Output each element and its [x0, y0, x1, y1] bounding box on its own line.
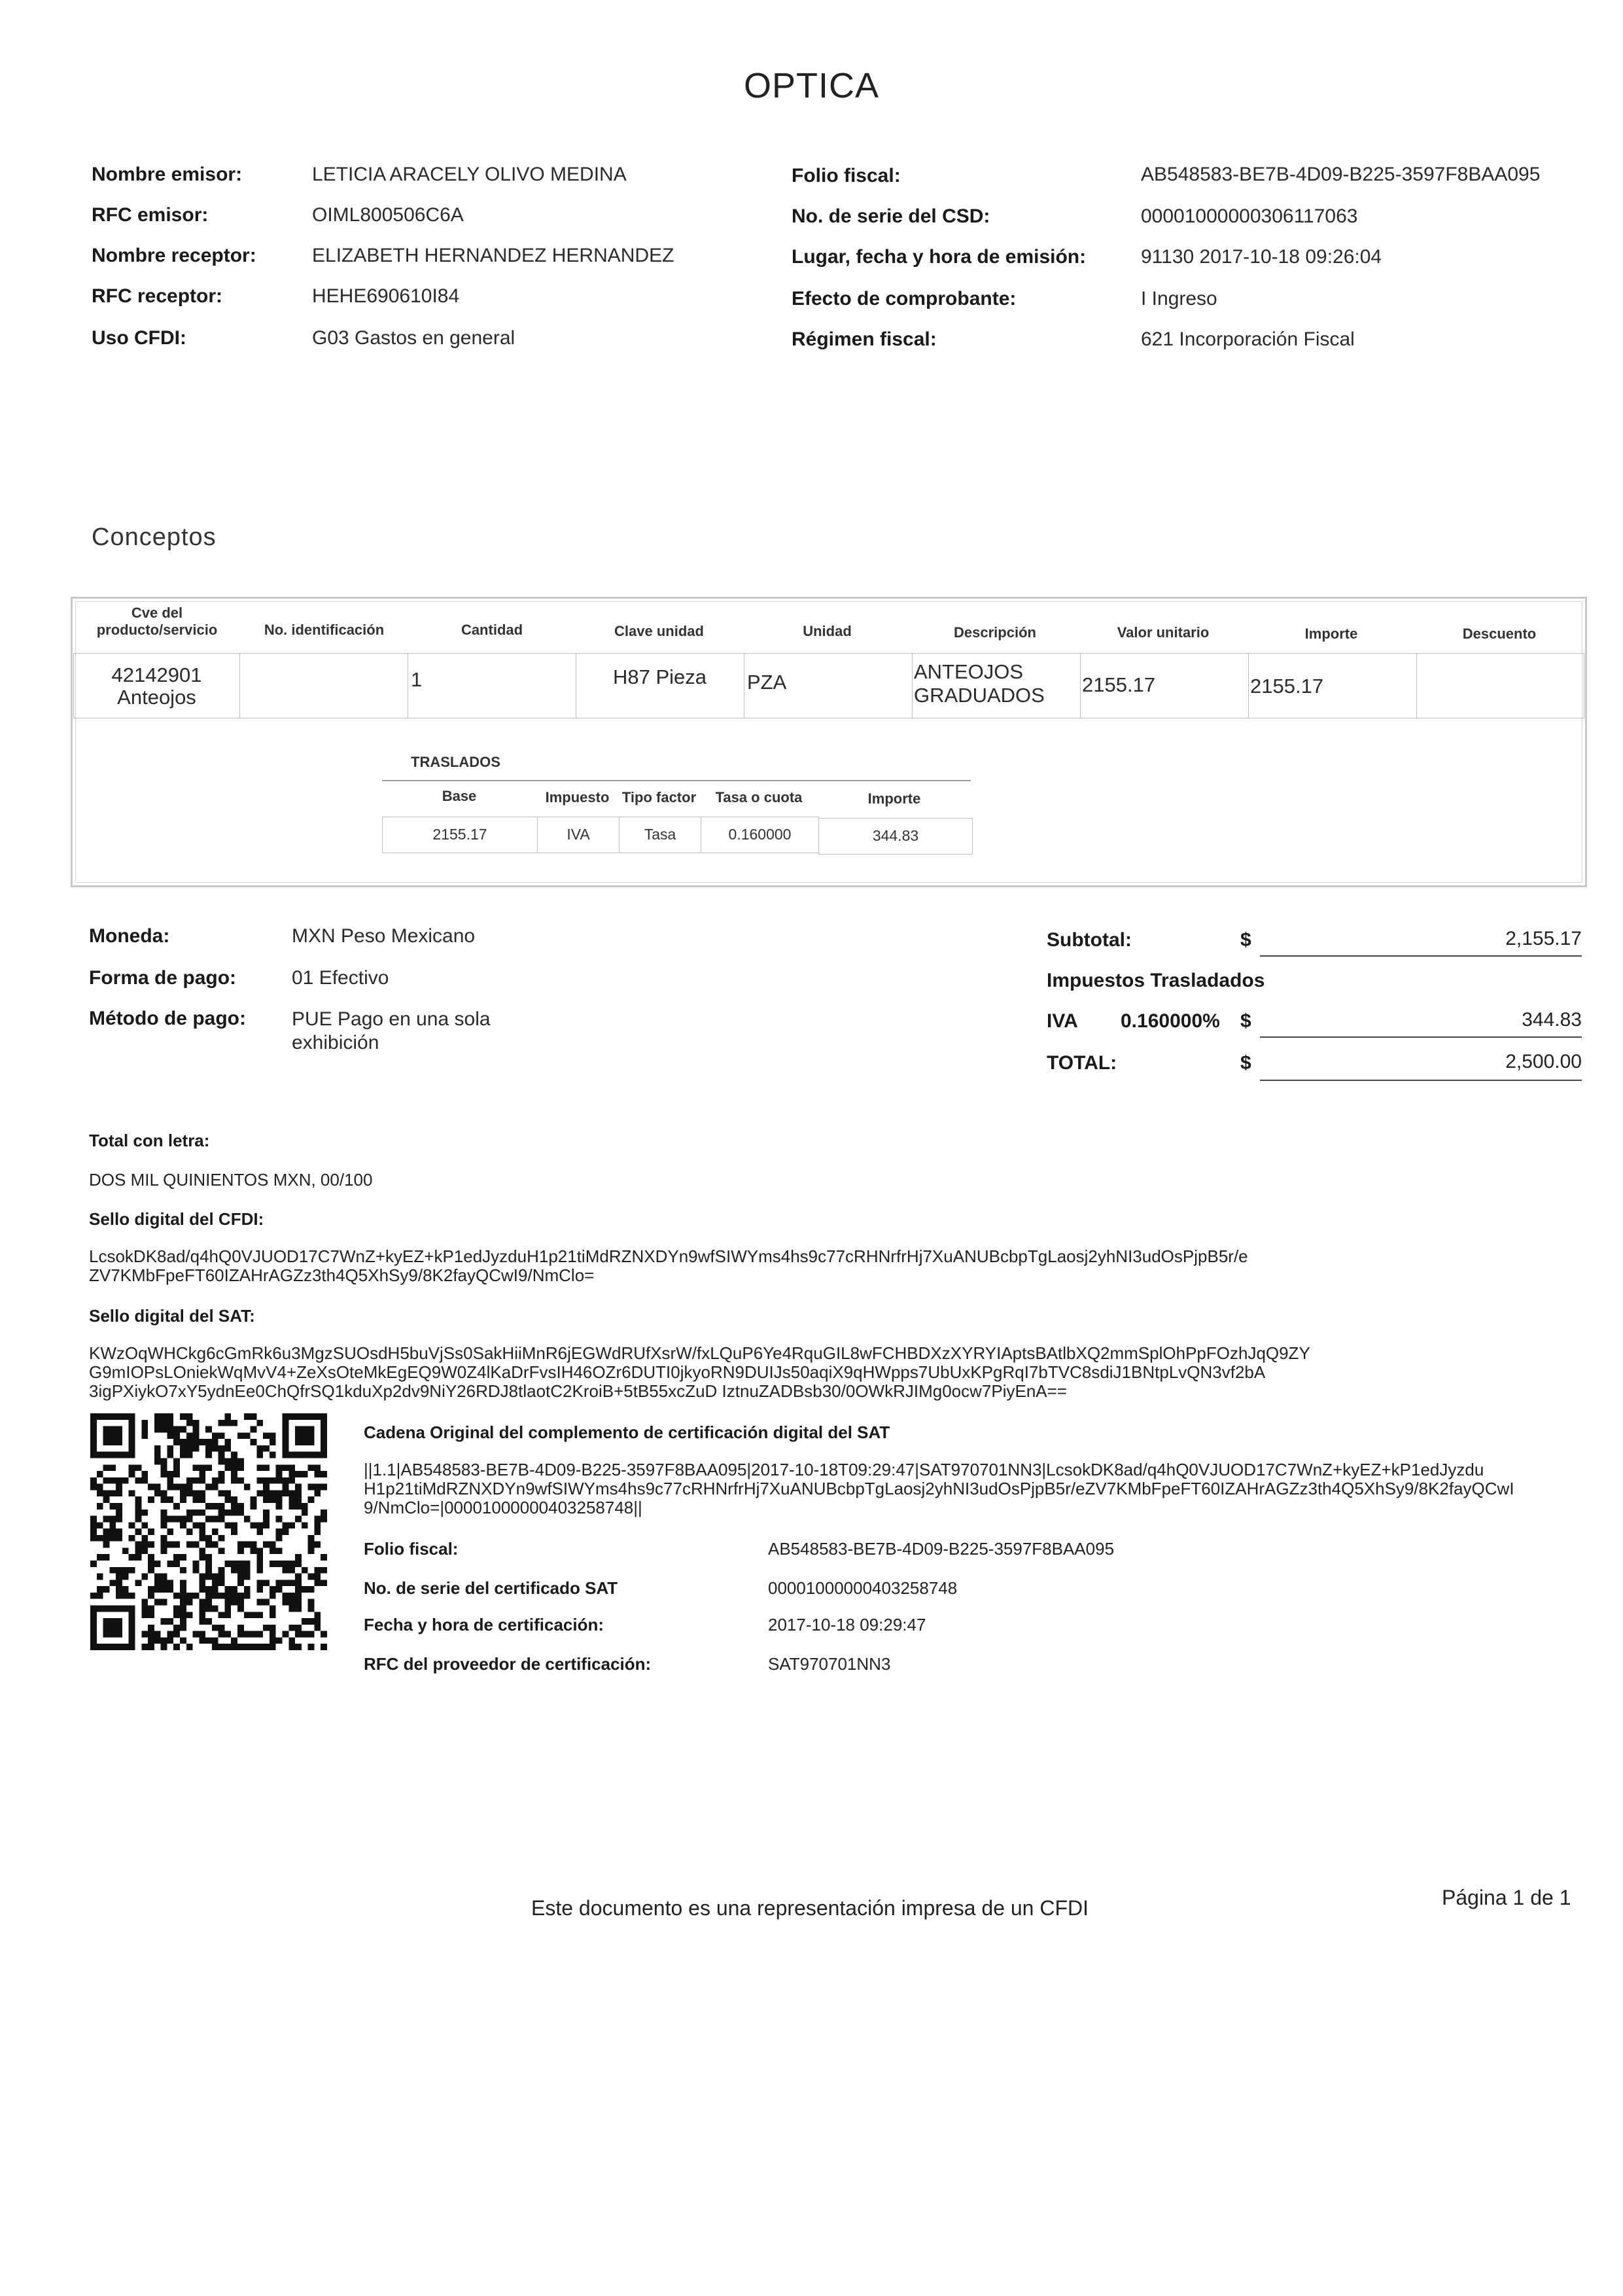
- iva-rate: 0.160000%: [1121, 1010, 1220, 1032]
- forma-pago-value: 01 Efectivo: [292, 967, 389, 989]
- subtotal-value: 2,155.17: [1260, 928, 1582, 957]
- metodo-pago-value: [292, 1008, 491, 1055]
- cell-descripcion-line1: ANTEOJOS: [914, 660, 1024, 683]
- cell-unidad: PZA: [744, 653, 913, 718]
- sello-cfdi-label: Sello digital del CFDI:: [89, 1209, 264, 1229]
- cell-descuento: [1416, 653, 1584, 718]
- traslados-cell-base: 2155.17: [382, 817, 538, 853]
- qr-code-graphic: [90, 1413, 327, 1650]
- col-head-cve-line2: producto/servicio: [96, 622, 218, 638]
- col-head-cantidad: Cantidad: [461, 622, 523, 638]
- sello-sat-label: Sello digital del SAT:: [89, 1306, 255, 1326]
- cell-valor-unitario: 2155.17: [1080, 653, 1249, 718]
- cadena-line1: ||1.1|AB548583-BE7B-4D09-B225-3597F8BAA095|2017-10-18T09:29:47|SAT970701NN3|LcsokDK8ad/q4hQ0VJUOD17C7WnZ+kyEZ+kP1edJyzdu: [364, 1460, 1484, 1479]
- col-head-descripcion: Descripción: [954, 624, 1036, 641]
- sello-sat-value: [89, 1344, 1561, 1401]
- metodo-pago-line1: PUE Pago en una sola: [292, 1008, 491, 1030]
- cell-cve: [73, 653, 240, 718]
- regimen-value: 621 Incorporación Fiscal: [1141, 328, 1355, 350]
- traslados-head-impuesto: Impuesto: [545, 789, 610, 805]
- cert-serie-label: No. de serie del certificado SAT: [364, 1578, 618, 1598]
- qr-code: [90, 1413, 327, 1650]
- traslados-head-base: Base: [442, 788, 477, 804]
- iva-currency: $: [1240, 1010, 1251, 1032]
- cell-descripcion-line2: GRADUADOS: [914, 684, 1045, 707]
- cert-fecha-value: 2017-10-18 09:29:47: [768, 1615, 926, 1634]
- col-head-cve-line1: Cve del: [131, 605, 183, 621]
- cadena-value: [364, 1460, 1587, 1517]
- folio-fiscal-label: Folio fiscal:: [792, 165, 901, 186]
- cert-rfc-label: RFC del proveedor de certificación:: [364, 1654, 652, 1674]
- col-head-no-identificacion: No. identificación: [264, 622, 385, 638]
- col-head-unidad: Unidad: [803, 623, 852, 639]
- subtotal-currency: $: [1240, 929, 1251, 951]
- col-head-clave-unidad: Clave unidad: [614, 623, 704, 639]
- traslados-head-tipo-factor: Tipo factor: [621, 789, 697, 805]
- traslados-cell-impuesto: IVA: [537, 817, 620, 853]
- cell-descripcion: [912, 653, 1081, 718]
- cell-cantidad: 1: [408, 653, 576, 718]
- forma-pago-label: Forma de pago:: [89, 967, 237, 989]
- cert-folio-value: AB548583-BE7B-4D09-B225-3597F8BAA095: [768, 1539, 1115, 1559]
- cert-rfc-value: SAT970701NN3: [768, 1654, 891, 1674]
- total-value: 2,500.00: [1260, 1051, 1582, 1081]
- cert-fecha-label: Fecha y hora de certificación:: [364, 1615, 604, 1634]
- cell-clave-unidad: H87 Pieza: [576, 653, 744, 718]
- moneda-label: Moneda:: [89, 925, 170, 947]
- folio-fiscal-value: AB548583-BE7B-4D09-B225-3597F8BAA095: [1141, 164, 1541, 185]
- rfc-emisor-value: OIML800506C6A: [312, 204, 464, 226]
- footer-pagina: Página 1 de 1: [1442, 1886, 1571, 1909]
- traslados-rule: [382, 780, 971, 781]
- sello-cfdi-value: [89, 1247, 1528, 1285]
- sello-cfdi-line1: LcsokDK8ad/q4hQ0VJUOD17C7WnZ+kyEZ+kP1edJyzduH1p21tiMdRZNXDYn9wfSIWYms4hs9c77cRHNrfrHj7XuANUBcbpTgLaosj2yhNI3udOsPjpB5r/e: [89, 1246, 1248, 1266]
- traslados-cell-tipo-factor: Tasa: [619, 817, 701, 853]
- iva-label: IVA: [1047, 1010, 1078, 1032]
- cell-no-identificacion: [239, 653, 408, 718]
- cell-importe: 2155.17: [1248, 653, 1417, 718]
- traslados-cell-tasa-cuota: 0.160000: [701, 817, 819, 853]
- cadena-label: Cadena Original del complemento de certificación digital del SAT: [364, 1422, 890, 1442]
- rfc-receptor-label: RFC receptor:: [92, 285, 223, 307]
- efecto-value: I Ingreso: [1141, 288, 1217, 309]
- uso-cfdi-value: G03 Gastos en general: [312, 327, 515, 349]
- traslados-head-importe: Importe: [867, 790, 921, 807]
- document-title: OPTICA: [743, 66, 880, 105]
- cadena-line3: 9/NmClo=|00001000000403258748||: [364, 1498, 642, 1517]
- footer-representacion: Este documento es una representación impresa de un CFDI: [531, 1896, 1089, 1920]
- total-label: TOTAL:: [1047, 1052, 1117, 1074]
- serie-csd-value: 00001000000306117063: [1141, 205, 1358, 227]
- traslados-label: TRASLADOS: [411, 754, 500, 770]
- col-head-cve: [75, 605, 239, 639]
- impuestos-trasladados-label: Impuestos Trasladados: [1047, 970, 1265, 991]
- cadena-line2: H1p21tiMdRZNXDYn9wfSIWYms4hs9c77cRHNrfrHj7XuANUBcbpTgLaosj2yhNI3udOsPjpB5r/eZV7KMbFpeFT60IZAHrAGZz3th4Q5XhSy9/8K2fayQCwI: [364, 1479, 1514, 1498]
- sello-cfdi-line2: ZV7KMbFpeFT60IZAHrAGZz3th4Q5XhSy9/8K2fayQCwI9/NmClo=: [89, 1265, 595, 1285]
- traslados-cell-importe: 344.83: [818, 818, 973, 855]
- sello-sat-line1: KWzOqWHCkg6cGmRk6u3MgzSUOsdH5buVjSs0SakHiiMnR6jEGWdRUfXsrW/fxLQuP6Ye4RquGIL8wFCHBDXzXYRYIAptsBAtlbXQ2mmSplOhPpFOzhJqQ9ZY: [89, 1343, 1310, 1363]
- uso-cfdi-label: Uso CFDI:: [92, 327, 186, 349]
- efecto-label: Efecto de comprobante:: [792, 288, 1017, 309]
- metodo-pago-label: Método de pago:: [89, 1008, 246, 1029]
- cert-folio-label: Folio fiscal:: [364, 1539, 459, 1559]
- iva-value: 344.83: [1260, 1009, 1582, 1038]
- lugar-fecha-label: Lugar, fecha y hora de emisión:: [792, 246, 1087, 268]
- nombre-receptor-value: ELIZABETH HERNANDEZ HERNANDEZ: [312, 245, 674, 266]
- total-letra-label: Total con letra:: [89, 1131, 210, 1150]
- cell-cve-name: Anteojos: [117, 686, 196, 709]
- col-head-importe: Importe: [1304, 626, 1358, 642]
- regimen-label: Régimen fiscal:: [792, 328, 937, 350]
- col-head-valor-unitario: Valor unitario: [1117, 624, 1210, 641]
- subtotal-label: Subtotal:: [1047, 929, 1132, 951]
- nombre-emisor-value: LETICIA ARACELY OLIVO MEDINA: [312, 164, 627, 185]
- moneda-value: MXN Peso Mexicano: [292, 925, 476, 947]
- conceptos-title: Conceptos: [92, 523, 217, 551]
- metodo-pago-line2: exhibición: [292, 1032, 379, 1053]
- nombre-emisor-label: Nombre emisor:: [92, 164, 243, 185]
- rfc-emisor-label: RFC emisor:: [92, 204, 209, 226]
- cell-cve-code: 42142901: [111, 663, 202, 686]
- total-currency: $: [1240, 1052, 1251, 1074]
- lugar-fecha-value: 91130 2017-10-18 09:26:04: [1141, 246, 1382, 268]
- sello-sat-line2: G9mIOPsLOniekWqMvV4+ZeXsOteMkEgEQ9W0Z4lKaDrFvsIH46OZr6DUTI0jkyoRN9DUIJs50aqiX9qHWpps7UbUxKPgRqI7bTVC8sdiJ1BNtpLvQN3vf2bA: [89, 1362, 1266, 1382]
- sello-sat-line3: 3igPXiykO7xY5ydnEe0ChQfrSQ1kduXp2dv9NiY26RDJ8tlaotC2KroiB+5tB55xcZuD IztnuZADBsb30/0OWkRJIMg0ocw7PiyEnA==: [89, 1381, 1067, 1401]
- traslados-head-tasa-cuota: Tasa o cuota: [715, 789, 803, 805]
- serie-csd-label: No. de serie del CSD:: [792, 205, 990, 227]
- cert-serie-value: 00001000000403258748: [768, 1578, 958, 1598]
- rfc-receptor-value: HEHE690610I84: [312, 285, 460, 307]
- nombre-receptor-label: Nombre receptor:: [92, 245, 256, 266]
- col-head-descuento: Descuento: [1462, 626, 1537, 642]
- total-letra-value: DOS MIL QUINIENTOS MXN, 00/100: [89, 1170, 373, 1190]
